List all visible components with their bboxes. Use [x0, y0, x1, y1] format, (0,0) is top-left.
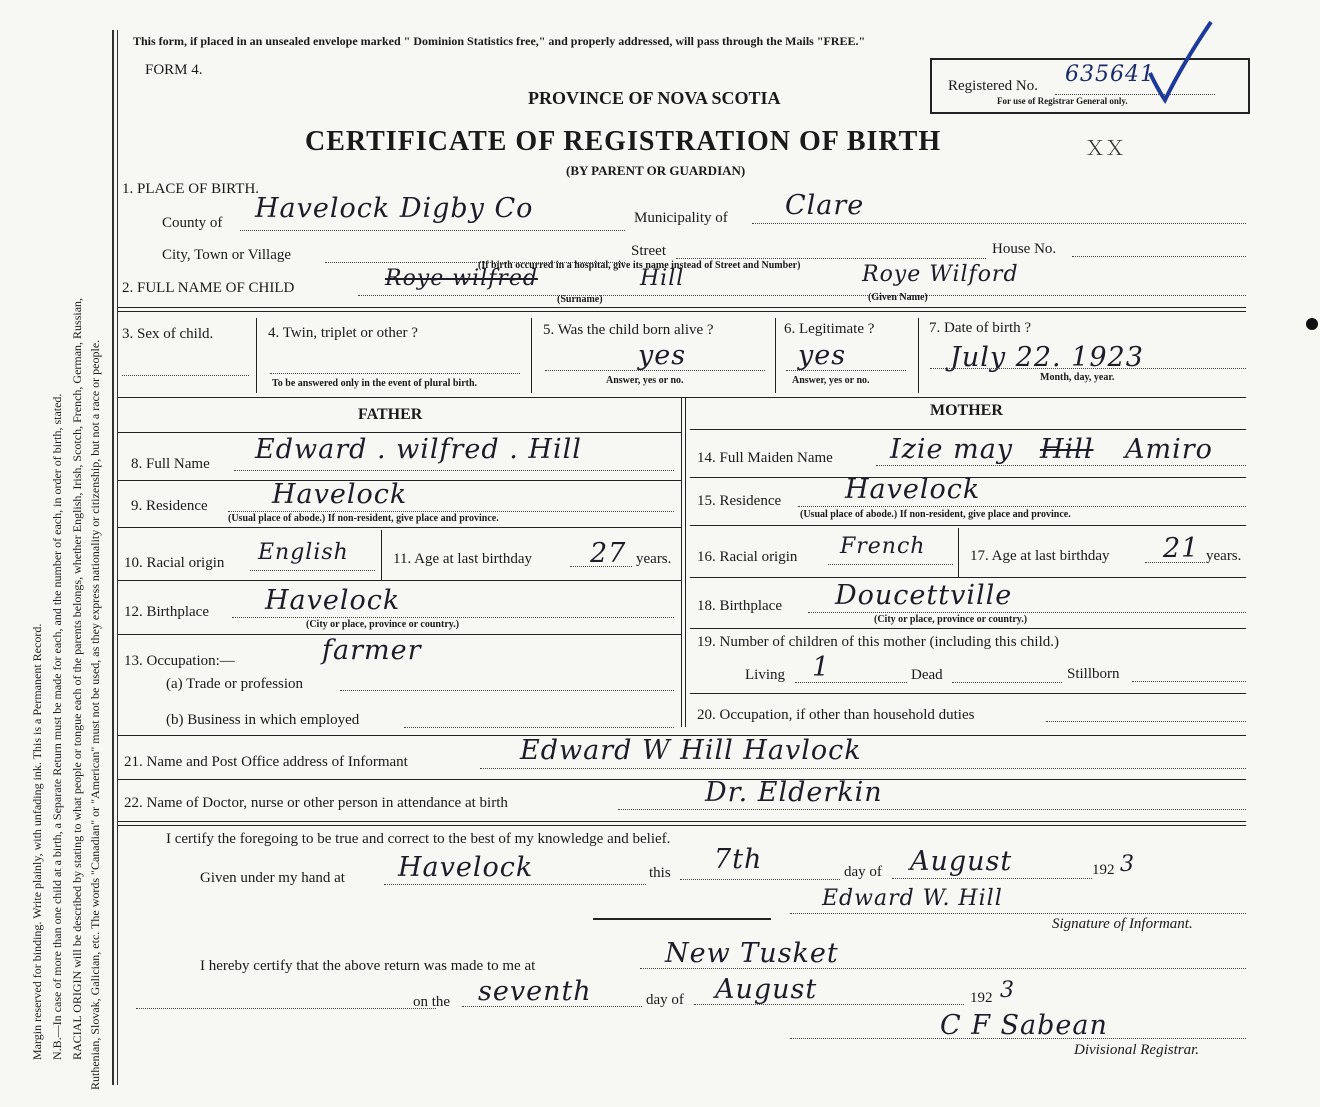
province-heading: PROVINCE OF NOVA SCOTIA — [528, 88, 781, 108]
father-age-value: 27 — [590, 538, 627, 569]
informant-caption: Signature of Informant. — [1052, 916, 1193, 932]
mother-occupation-line — [1046, 721, 1246, 722]
seal-line — [593, 918, 771, 920]
mother-living-value: 1 — [812, 652, 831, 683]
father-trade-line — [340, 690, 674, 691]
mother-occupation-label: 20. Occupation, if other than household duties — [697, 707, 975, 723]
child-surname-struck: Roye wilfred — [385, 266, 538, 291]
twin-label: 4. Twin, triplet or other ? — [268, 325, 418, 341]
mother-maiden-line — [876, 465, 1246, 466]
father-residence-line — [228, 511, 674, 512]
doctor-line — [618, 809, 1246, 810]
legit-label: 6. Legitimate ? — [784, 321, 875, 337]
mother-age-line — [1145, 562, 1205, 563]
sex-label: 3. Sex of child. — [122, 326, 214, 342]
father-racial-value: English — [258, 540, 349, 565]
father-rule-3 — [118, 527, 681, 528]
divider-5-6 — [775, 318, 776, 393]
father-heading: FATHER — [358, 406, 423, 423]
house-label: House No. — [992, 241, 1057, 257]
registrar-signature: C F Sabean — [940, 1010, 1108, 1041]
child-name-line — [358, 295, 1246, 296]
day-of-label-2: day of — [646, 992, 684, 1008]
father-business-line — [404, 727, 674, 728]
father-residence-label: 9. Residence — [131, 498, 208, 514]
margin-note-racial-1: RACIAL ORIGIN will be described by stating to what people or tongue each of the parents belongs, whether English, Irish, Scotch, French, German, Russian, — [70, 297, 84, 1060]
given-label: Given under my hand at — [200, 870, 345, 886]
year-prefix: 192 — [1092, 862, 1115, 878]
given-place-line — [384, 884, 646, 885]
mother-age-value: 21 — [1163, 533, 1200, 564]
street-line — [676, 258, 986, 259]
mother-maiden-struck: Hill — [1040, 434, 1094, 465]
mother-dead-line — [952, 682, 1062, 683]
on-the-line — [462, 1006, 642, 1007]
dob-line — [930, 368, 1246, 369]
father-rule-4 — [118, 580, 681, 581]
alive-caption: Answer, yes or no. — [606, 375, 684, 386]
father-occupation-label: 13. Occupation:— — [124, 653, 235, 669]
mother-age-label: 17. Age at last birthday — [970, 548, 1110, 564]
year-suffix: 3 — [1120, 852, 1135, 877]
page-title: CERTIFICATE OF REGISTRATION OF BIRTH — [305, 126, 942, 157]
informant-label: 21. Name and Post Office address of Informant — [124, 754, 408, 770]
legit-caption: Answer, yes or no. — [792, 375, 870, 386]
rule-e — [118, 779, 1246, 780]
sex-line — [122, 375, 249, 376]
father-racial-label: 10. Racial origin — [124, 555, 225, 571]
margin-note-nb: N.B.—In case of more than one child at a birth, a Separate Return must be made for each, and the number of each, in order of birth, stated. — [50, 393, 64, 1060]
place-of-birth-heading: 1. PLACE OF BIRTH. — [122, 181, 260, 197]
mother-rule-5 — [690, 628, 1246, 629]
municipality-line — [752, 223, 1246, 224]
house-line — [1072, 256, 1246, 257]
county-line — [240, 230, 625, 231]
legit-line — [786, 370, 906, 371]
registered-label: Registered No. — [948, 78, 1038, 94]
this-day: 7th — [714, 844, 763, 875]
surname-caption: (Surname) — [557, 294, 603, 305]
city-label: City, Town or Village — [162, 247, 292, 263]
mother-living-line — [795, 682, 907, 683]
twin-caption: To be answered only in the event of plural birth. — [272, 378, 478, 389]
mother-residence-label: 15. Residence — [697, 493, 782, 509]
divider-6-7 — [918, 318, 919, 393]
mother-birthplace-value: Doucettville — [835, 580, 1013, 611]
dob-caption: Month, day, year. — [1040, 372, 1115, 383]
alive-value: yes — [638, 340, 687, 371]
binding-margin-rule — [112, 30, 114, 1085]
father-birthplace-line — [232, 617, 674, 618]
dob-label: 7. Date of birth ? — [929, 320, 1032, 336]
parent-divider-b — [685, 397, 686, 727]
on-the-value: seventh — [478, 976, 592, 1007]
father-business-label: (b) Business in which employed — [166, 712, 360, 728]
father-residence-value: Havelock — [272, 479, 408, 510]
rule-g — [118, 825, 1246, 826]
informant-signature-line — [790, 913, 1246, 914]
certify-statement: I certify the foregoing to be true and correct to the best of my knowledge and belief. — [166, 831, 671, 847]
registrar-caption: Divisional Registrar. — [1074, 1042, 1200, 1058]
given-place: Havelock — [398, 852, 534, 883]
father-name-value: Edward . wilfred . Hill — [255, 434, 582, 465]
father-birthplace-caption: (City or place, province or country.) — [306, 619, 460, 630]
form-number: FORM 4. — [145, 62, 203, 78]
county-label: County of — [162, 215, 223, 231]
doctor-value: Dr. Elderkin — [705, 777, 883, 808]
father-birthplace-label: 12. Birthplace — [124, 604, 209, 620]
registered-value: 635641 — [1065, 62, 1155, 87]
mother-heading: MOTHER — [930, 402, 1003, 419]
father-trade-label: (a) Trade or profession — [166, 676, 304, 692]
registrar-signature-line — [790, 1038, 1246, 1039]
mother-age-unit: years. — [1206, 548, 1242, 564]
mother-birthplace-caption: (City or place, province or country.) — [874, 614, 1028, 625]
rule-f — [118, 821, 1246, 822]
mail-note: This form, if placed in an unsealed envelope marked " Dominion Statistics free," and properly addressed, will pass through the Mails "FREE." — [133, 34, 866, 48]
this-day-line — [680, 879, 840, 880]
year-suffix-2: 3 — [1000, 978, 1015, 1003]
registrar-statement: I hereby certify that the above return was made to me at — [200, 958, 536, 974]
mother-racial-value: French — [840, 534, 926, 559]
mother-rule-4 — [690, 577, 1246, 578]
alive-line — [545, 370, 765, 371]
father-residence-caption: (Usual place of abode.) If non-resident, give place and province. — [228, 513, 499, 524]
month-value-2: August — [715, 974, 818, 1005]
mother-maiden-label: 14. Full Maiden Name — [697, 450, 833, 466]
blue-check-icon — [1145, 18, 1215, 104]
mother-racial-divider — [958, 528, 959, 578]
registrar-place-line — [640, 968, 1246, 969]
street-label: Street — [631, 243, 666, 259]
father-occupation-value: farmer — [322, 635, 422, 666]
alive-label: 5. Was the child born alive ? — [543, 322, 714, 338]
father-racial-divider — [381, 530, 382, 580]
municipality-label: Municipality of — [634, 210, 728, 226]
child-given-value: Roye Wilford — [862, 262, 1019, 287]
mother-rule-3 — [690, 525, 1246, 526]
mother-residence-line — [798, 506, 1246, 507]
registrar-use-note: For use of Registrar General only. — [997, 96, 1128, 106]
child-surname-value: Hill — [640, 266, 685, 291]
child-name-label: 2. FULL NAME OF CHILD — [122, 280, 295, 296]
month-value: August — [910, 846, 1013, 877]
county-value: Havelock Digby Co — [255, 193, 534, 224]
rule-b — [118, 311, 1246, 312]
this-label: this — [649, 865, 671, 881]
mother-children-label: 19. Number of children of this mother (including this child.) — [697, 634, 1060, 650]
page-subtitle: (BY PARENT OR GUARDIAN) — [566, 163, 746, 178]
mother-racial-label: 16. Racial origin — [697, 549, 798, 565]
mother-birthplace-label: 18. Birthplace — [697, 598, 782, 614]
mother-stillborn-line — [1132, 681, 1246, 682]
month-line — [892, 878, 1092, 879]
mother-living-label: Living — [745, 667, 785, 683]
father-age-unit: years. — [636, 551, 672, 567]
father-racial-line — [250, 570, 375, 571]
mother-residence-caption: (Usual place of abode.) If non-resident, give place and province. — [800, 509, 1071, 520]
divider-4-5 — [531, 318, 532, 393]
father-rule-1 — [118, 432, 681, 433]
mother-stillborn-label: Stillborn — [1067, 666, 1120, 682]
registrar-left-line — [136, 1008, 436, 1009]
informant-signature: Edward W. Hill — [822, 886, 1003, 911]
father-name-label: 8. Full Name — [131, 456, 210, 472]
mother-residence-value: Havelock — [845, 474, 981, 505]
mother-racial-line — [828, 564, 953, 565]
informant-value: Edward W Hill Havlock — [520, 735, 862, 766]
parent-divider-a — [681, 397, 682, 727]
father-age-line — [570, 566, 632, 567]
margin-note-racial-2: Ruthenian, Slovak, Galician, etc. The words "Canadian" or "American" must not be used, as they express nationality or citizenship, but not a race or people. — [88, 339, 102, 1090]
mother-rule-6 — [690, 693, 1246, 694]
on-the-label: on the — [413, 994, 451, 1010]
year-prefix-2: 192 — [970, 990, 993, 1006]
rule-a — [118, 307, 1246, 308]
binding-hole-icon — [1306, 318, 1318, 330]
given-caption: (Given Name) — [868, 292, 928, 303]
divider-3-4 — [256, 318, 257, 393]
hospital-note: (If birth occurred in a hospital, give its name instead of Street and Number) — [478, 260, 801, 271]
legit-value: yes — [798, 340, 847, 371]
father-name-line — [234, 470, 674, 471]
dob-value: July 22. 1923 — [950, 342, 1144, 373]
month-line-2 — [694, 1004, 964, 1005]
struck-mark-icon: ＸＸ — [1085, 138, 1125, 160]
day-of-label: day of — [844, 864, 882, 880]
registrar-place: New Tusket — [665, 938, 839, 969]
father-birthplace-value: Havelock — [265, 585, 401, 616]
margin-note-binding: Margin reserved for binding. Write plainly, with unfading ink. This is a Permanent Record. — [30, 623, 44, 1060]
father-age-label: 11. Age at last birthday — [393, 551, 532, 567]
mother-dead-label: Dead — [911, 667, 943, 683]
rule-c — [118, 397, 1246, 398]
binding-margin-rule-inner — [117, 30, 118, 1085]
municipality-value: Clare — [785, 190, 865, 221]
twin-line — [270, 373, 520, 374]
mother-maiden-value: Izie may — [890, 434, 1014, 465]
doctor-label: 22. Name of Doctor, nurse or other person in attendance at birth — [124, 795, 508, 811]
mother-rule-1 — [690, 429, 1246, 430]
mother-maiden-value2: Amiro — [1125, 434, 1213, 465]
informant-line — [480, 768, 1246, 769]
mother-birthplace-line — [808, 612, 1246, 613]
